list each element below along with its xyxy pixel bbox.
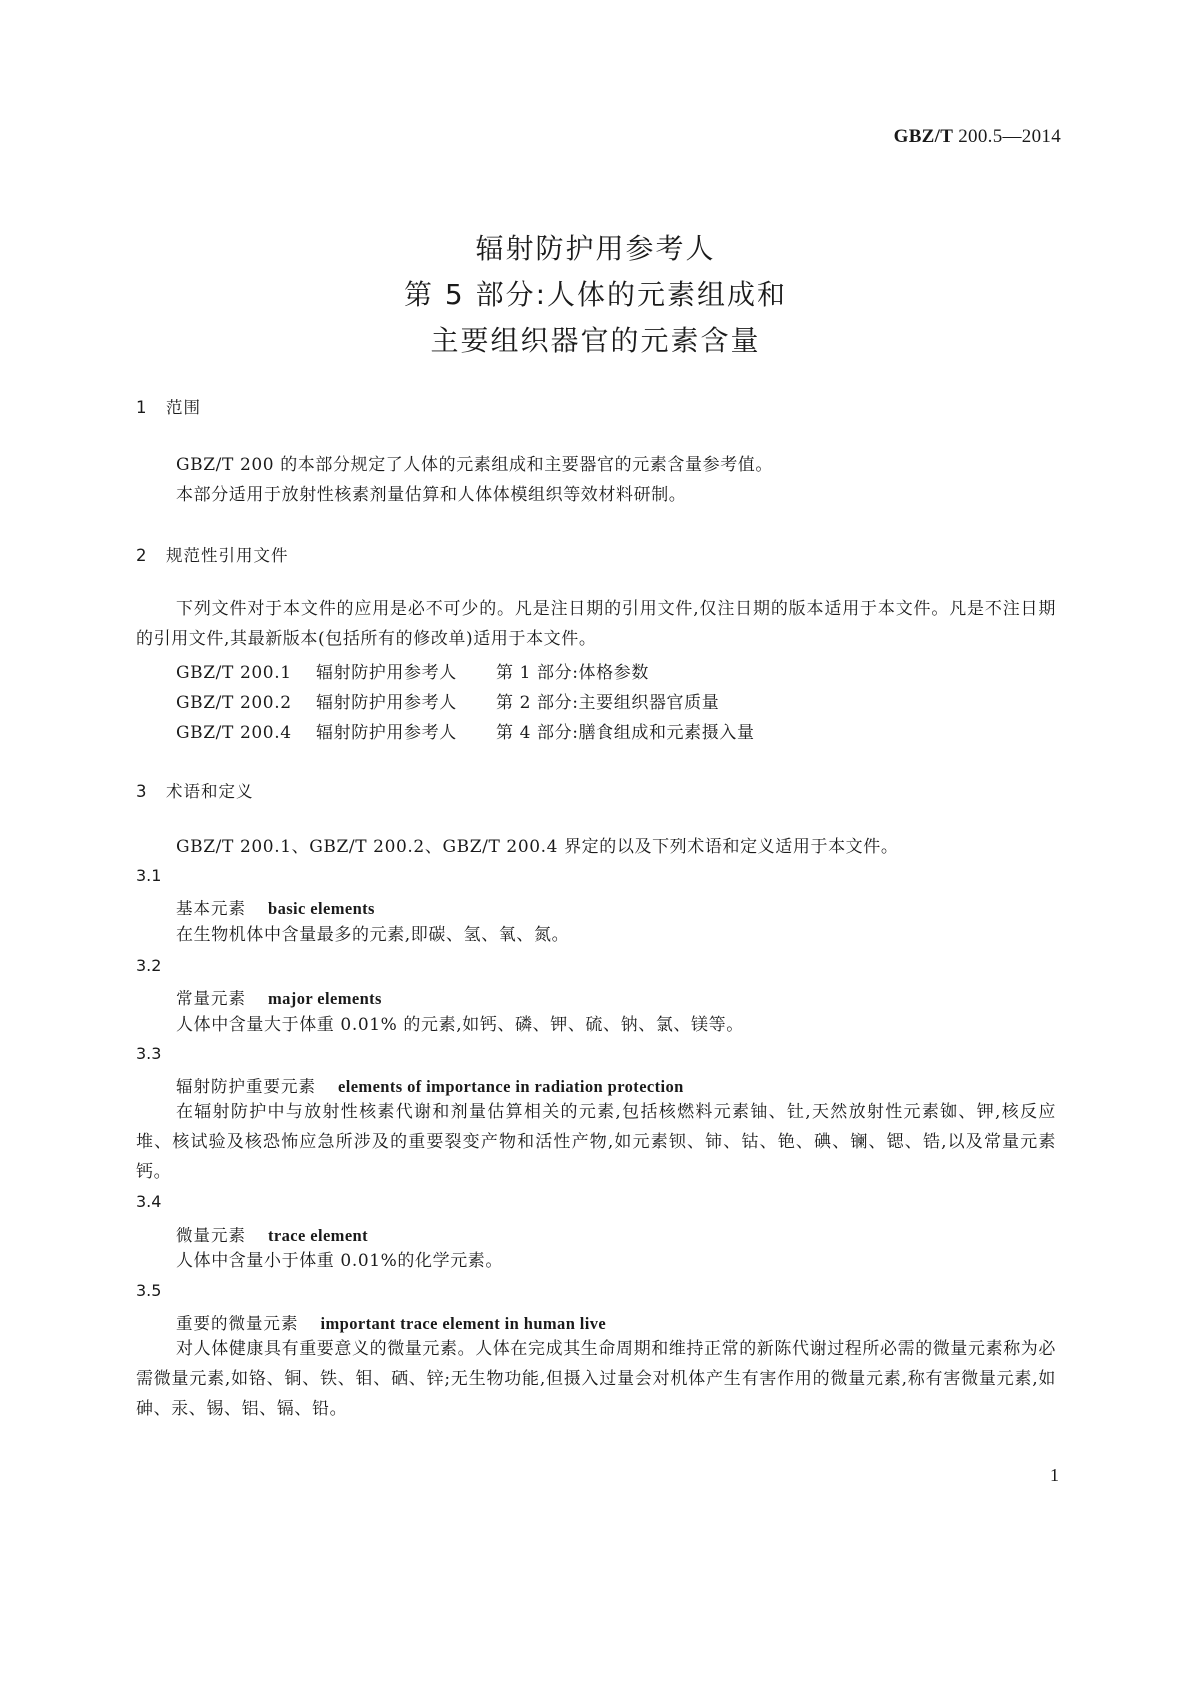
section-2-heading: [136, 542, 289, 566]
section-3-intro: GBZ/T 200.1、GBZ/T 200.2、GBZ/T 200.4 界定的以及下列术语和定义适用于本文件。: [176, 837, 899, 857]
document-title: [0, 226, 1191, 364]
section-3-number: 3: [136, 782, 148, 801]
term-number: 3.4: [136, 1192, 162, 1211]
reference-code: GBZ/T 200.1: [176, 663, 292, 683]
term-zh: 微量元素: [176, 1226, 246, 1245]
reference-code: GBZ/T 200.4: [176, 723, 292, 743]
section-3-heading: [136, 778, 254, 802]
reference-name: 辐射防护用参考人: [316, 723, 457, 743]
section-2-para-1: 下列文件对于本文件的应用是必不可少的。凡是注日期的引用文件,仅注日期的版本适用于本文件。凡是不注日期的引用文件,其最新版本(包括所有的修改单)适用于本文件。: [136, 599, 1056, 649]
title-line-1: 辐射防护用参考人: [475, 232, 716, 265]
reference-part: 第 1 部分:体格参数: [496, 663, 649, 683]
term-title: [176, 1310, 606, 1334]
standard-code-number: 200.5—2014: [958, 126, 1061, 147]
reference-name: 辐射防护用参考人: [316, 663, 457, 683]
term-title: [176, 1222, 368, 1246]
term-zh: 基本元素: [176, 899, 246, 918]
term-en: elements of importance in radiation protection: [338, 1077, 684, 1096]
reference-item: [176, 658, 649, 683]
standard-code: [894, 126, 1061, 148]
term-en: basic elements: [268, 899, 375, 918]
reference-part: 第 4 部分:膳食组成和元素摄入量: [496, 723, 755, 743]
term-zh: 辐射防护重要元素: [176, 1077, 316, 1096]
term-en: important trace element in human live: [320, 1314, 607, 1333]
section-3-title: 术语和定义: [166, 782, 254, 801]
term-en: trace element: [268, 1226, 369, 1245]
term-en: major elements: [268, 989, 382, 1008]
term-number: 3.3: [136, 1044, 162, 1063]
term-definition: 人体中含量大于体重 0.01% 的元素,如钙、磷、钾、硫、钠、氯、镁等。: [176, 1015, 744, 1035]
term-definition: 在辐射防护中与放射性核素代谢和剂量估算相关的元素,包括核燃料元素铀、钍,天然放射性元素铷、钾,核反应堆、核试验及核恐怖应急所涉及的重要裂变产物和活性产物,如元素钡、铈、钴、铯、碘、镧、锶、锆,以及常量元素钙。: [136, 1102, 1056, 1182]
reference-item: [176, 688, 719, 713]
reference-part: 第 2 部分:主要组织器官质量: [496, 693, 720, 713]
section-1-para-1: GBZ/T 200 的本部分规定了人体的元素组成和主要器官的元素含量参考值。: [176, 455, 774, 475]
term-definition: 在生物机体中含量最多的元素,即碳、氢、氧、氮。: [176, 925, 570, 945]
term-definition: 对人体健康具有重要意义的微量元素。人体在完成其生命周期和维持正常的新陈代谢过程所必需的微量元素称为必需微量元素,如铬、铜、铁、钼、硒、锌;无生物功能,但摄入过量会对机体产生有害作用的微量元素,称有害微量元素,如砷、汞、锡、铝、镉、铅。: [136, 1339, 1056, 1419]
title-line-3: 主要组织器官的元素含量: [430, 324, 761, 357]
term-title: [176, 895, 375, 919]
page-number: 1: [1050, 1465, 1059, 1485]
reference-name: 辐射防护用参考人: [316, 693, 457, 713]
term-number: 3.2: [136, 956, 162, 975]
reference-item: [176, 718, 755, 743]
reference-code: GBZ/T 200.2: [176, 693, 292, 713]
section-1-number: 1: [136, 398, 148, 417]
section-2-number: 2: [136, 546, 148, 565]
section-1-heading: [136, 394, 201, 418]
term-number: 3.1: [136, 866, 162, 885]
title-line-2: 第 5 部分:人体的元素组成和: [403, 278, 788, 311]
term-number: 3.5: [136, 1281, 162, 1300]
section-2-title: 规范性引用文件: [166, 546, 289, 565]
term-zh: 常量元素: [176, 989, 246, 1008]
section-1-para-2: 本部分适用于放射性核素剂量估算和人体体模组织等效材料研制。: [176, 485, 687, 505]
term-title: [176, 985, 382, 1009]
term-definition: 人体中含量小于体重 0.01%的化学元素。: [176, 1251, 504, 1271]
section-1-title: 范围: [166, 398, 201, 417]
term-zh: 重要的微量元素: [176, 1314, 299, 1333]
standard-code-prefix: GBZ/T: [893, 126, 954, 147]
term-title: [176, 1073, 684, 1097]
